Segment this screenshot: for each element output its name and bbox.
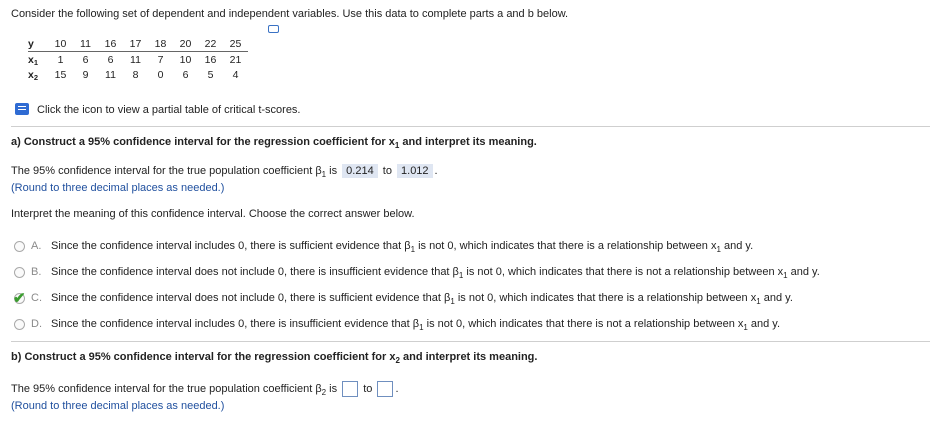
table-cell: 16 xyxy=(204,53,217,66)
table-cell: 7 xyxy=(157,53,164,66)
row-label: x1 xyxy=(28,53,39,67)
part-b-question: b) Construct a 95% confidence interval for the regression coefficient for $x_2$ and interpret its meaning. xyxy=(11,351,538,365)
hint-text: Click the icon to view a partial table of critical t-scores. xyxy=(37,104,301,116)
table-cell: 18 xyxy=(148,36,173,52)
divider xyxy=(11,126,930,127)
part-a-question: a) Construct a 95% confidence interval for the regression coefficient for $x_1$ and interpret its meaning. xyxy=(11,136,537,150)
copy-data-icon[interactable] xyxy=(268,25,279,33)
row-label: y xyxy=(28,36,48,52)
table-cell: 11 xyxy=(105,68,116,81)
table-cell: 15 xyxy=(54,68,67,81)
table-cell: 22 xyxy=(198,36,223,52)
row-label: x2 xyxy=(28,68,39,82)
lower-bound-answer[interactable]: 0.214 xyxy=(342,164,378,178)
checkmark-icon: ✔ xyxy=(13,290,26,307)
intro-text: Consider the following set of dependent and independent variables. Use this data to complete parts a and b below. xyxy=(11,8,569,20)
table-cell: 10 xyxy=(179,53,192,66)
lower-bound-input[interactable] xyxy=(342,381,358,397)
round-note: (Round to three decimal places as needed.) xyxy=(11,400,225,412)
table-row xyxy=(28,52,248,68)
table-cell: 4 xyxy=(232,68,239,81)
table-cell: 21 xyxy=(229,53,242,66)
table-cell: 6 xyxy=(82,53,89,66)
upper-bound-answer[interactable]: 1.012 xyxy=(397,164,433,178)
round-note: (Round to three decimal places as needed.) xyxy=(11,182,225,194)
table-cell: 6 xyxy=(107,53,114,66)
table-row xyxy=(28,67,248,82)
table-cell: 8 xyxy=(132,68,139,81)
table-hint-icon[interactable] xyxy=(15,103,29,115)
table-cell: 0 xyxy=(157,68,164,81)
upper-bound-input[interactable] xyxy=(377,381,393,397)
part-b-ci-sentence: The 95% confidence interval for the true population coefficient $\beta_2$ is to . xyxy=(11,382,399,397)
table-cell: 6 xyxy=(182,68,189,81)
table-cell: 1 xyxy=(57,53,64,66)
table-cell: 20 xyxy=(173,36,198,52)
table-cell: 11 xyxy=(73,36,98,52)
radio-button[interactable] xyxy=(14,319,25,330)
data-table xyxy=(28,36,248,82)
table-cell: 9 xyxy=(82,68,89,81)
table-cell: 16 xyxy=(98,36,123,52)
radio-button[interactable] xyxy=(14,267,25,278)
radio-button[interactable] xyxy=(14,241,25,252)
divider xyxy=(11,341,930,342)
table-cell: 10 xyxy=(48,36,73,52)
part-a-ci-sentence: The 95% confidence interval for the true population coefficient $\beta_1$ is 0.214 to 1.012 . xyxy=(11,165,438,179)
table-cell: 17 xyxy=(123,36,148,52)
table-cell: 25 xyxy=(223,36,248,52)
table-row xyxy=(28,36,248,52)
interpret-prompt: Interpret the meaning of this confidence interval. Choose the correct answer below. xyxy=(11,208,415,220)
table-cell: 11 xyxy=(130,53,141,66)
table-cell: 5 xyxy=(207,68,214,81)
